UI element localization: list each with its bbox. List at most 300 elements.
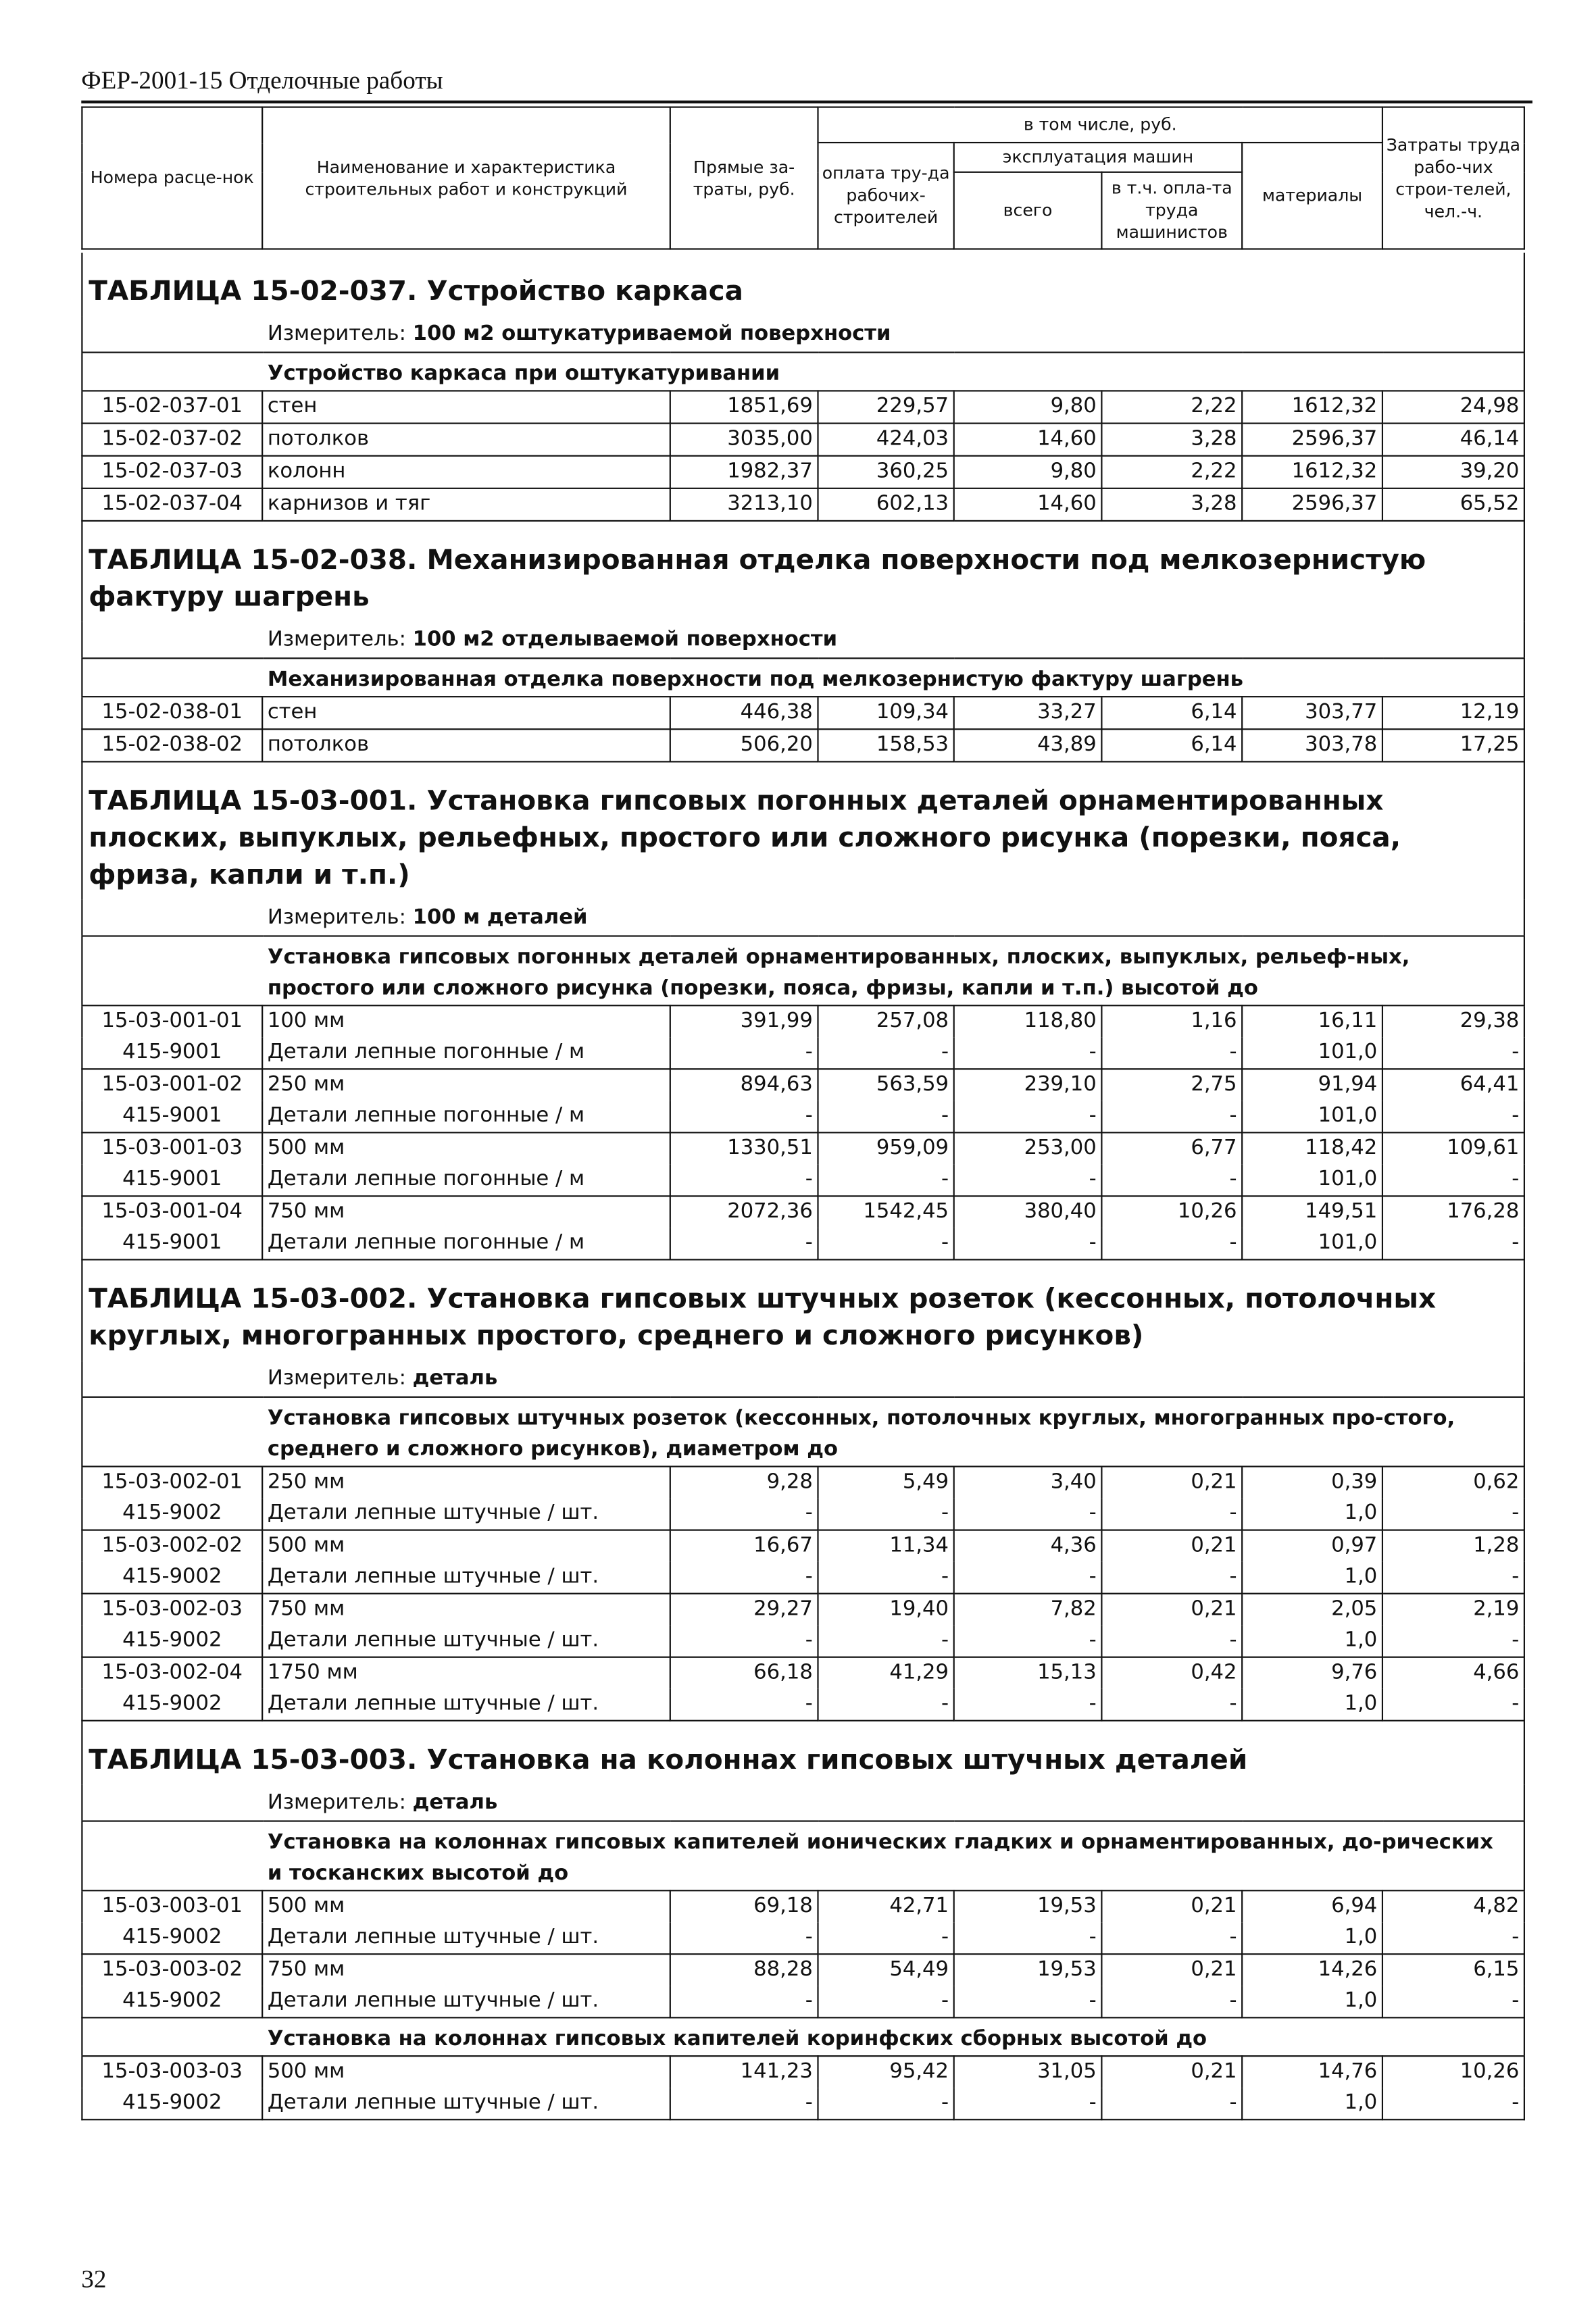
resource-code: 415-9002 xyxy=(82,1626,262,1657)
labor-cost: 360,25 xyxy=(818,456,954,488)
table-row xyxy=(82,1467,1524,1499)
measure-unit xyxy=(82,316,1524,353)
measure-label: Измеритель: xyxy=(267,1365,413,1390)
rate-code: 15-03-002-02 xyxy=(82,1530,262,1562)
machines-total: 7,82 xyxy=(954,1594,1102,1626)
measure-row xyxy=(82,622,1524,659)
labor-hours: 64,41 xyxy=(1382,1069,1524,1101)
work-name: потолков xyxy=(262,424,670,456)
resource-name: Детали лепные погонные / м xyxy=(262,1164,670,1196)
machines-labor: 2,22 xyxy=(1101,456,1242,488)
machines-labor: 3,28 xyxy=(1101,488,1242,521)
materials: 1,0 xyxy=(1242,2088,1382,2119)
machines-total: 4,36 xyxy=(954,1530,1102,1562)
labor-cost: - xyxy=(818,1562,954,1594)
machines-total: 19,53 xyxy=(954,1890,1102,1922)
labor-hours: 65,52 xyxy=(1382,488,1524,521)
machines-labor: - xyxy=(1101,1164,1242,1196)
labor-cost: 11,34 xyxy=(818,1530,954,1562)
document-title: ФЕР-2001-15 Отделочные работы xyxy=(81,66,443,95)
materials: 303,77 xyxy=(1242,697,1382,729)
materials: 14,26 xyxy=(1242,1954,1382,1986)
rate-code: 15-03-001-02 xyxy=(82,1069,262,1101)
machines-total: 31,05 xyxy=(954,2056,1102,2088)
direct-cost: - xyxy=(670,1922,818,1954)
machines-labor: - xyxy=(1101,1562,1242,1594)
rate-code: 15-03-002-04 xyxy=(82,1657,262,1689)
labor-hours: 1,28 xyxy=(1382,1530,1524,1562)
machines-labor: 10,26 xyxy=(1101,1196,1242,1228)
direct-cost: 3035,00 xyxy=(670,424,818,456)
measure-row xyxy=(82,1361,1524,1397)
resource-row xyxy=(82,1164,1524,1196)
machines-total: - xyxy=(954,1499,1102,1530)
table-row xyxy=(82,424,1524,456)
direct-cost: 446,38 xyxy=(670,697,818,729)
direct-cost: 9,28 xyxy=(670,1467,818,1499)
resource-name: Детали лепные штучные / шт. xyxy=(262,1562,670,1594)
labor-cost: - xyxy=(818,1986,954,2017)
materials: 1,0 xyxy=(1242,1986,1382,2017)
machines-total: 9,80 xyxy=(954,456,1102,488)
section-heading: Устройство каркаса при оштукатуривании xyxy=(82,353,1524,391)
section-heading-row xyxy=(82,353,1524,391)
labor-hours: 2,19 xyxy=(1382,1594,1524,1626)
machines-labor: 6,14 xyxy=(1101,729,1242,761)
materials: 2596,37 xyxy=(1242,488,1382,521)
measure-value: 100 м2 оштукатуриваемой поверхности xyxy=(412,321,891,345)
direct-cost: - xyxy=(670,1101,818,1132)
work-name: 500 мм xyxy=(262,1132,670,1164)
col-header-direct: Прямые за-траты, руб. xyxy=(670,107,818,249)
direct-cost: 29,27 xyxy=(670,1594,818,1626)
labor-cost: 95,42 xyxy=(818,2056,954,2088)
labor-hours: - xyxy=(1382,1986,1524,2017)
rate-code: 15-03-001-04 xyxy=(82,1196,262,1228)
resource-code: 415-9002 xyxy=(82,1922,262,1954)
materials: 6,94 xyxy=(1242,1890,1382,1922)
machines-total: 14,60 xyxy=(954,424,1102,456)
resource-name: Детали лепные штучные / шт. xyxy=(262,1689,670,1721)
measure-label: Измеритель: xyxy=(267,321,413,345)
machines-total: - xyxy=(954,2088,1102,2119)
machines-labor: - xyxy=(1101,1228,1242,1259)
section-heading: Установка на колоннах гипсовых капителей ионических гладких и орнаментированных, до-рических и тосканских высотой до xyxy=(82,1821,1524,1890)
materials: 0,39 xyxy=(1242,1467,1382,1499)
machines-total: - xyxy=(954,1922,1102,1954)
materials: 118,42 xyxy=(1242,1132,1382,1164)
section-heading: Механизированная отделка поверхности под мелкозернистую фактуру шагрень xyxy=(82,658,1524,697)
table-title: ТАБЛИЦА 15-03-001. Установка гипсовых погонных деталей орнаментированных плоских, выпуклых, рельефных, простого или сложного рисунка (порезки, пояса, фриза, капли и т.п.) xyxy=(89,786,1401,891)
section-heading-row xyxy=(82,1821,1524,1890)
resource-code: 415-9001 xyxy=(82,1101,262,1132)
measure-unit xyxy=(82,1785,1524,1821)
materials: 1,0 xyxy=(1242,1562,1382,1594)
labor-hours: - xyxy=(1382,1922,1524,1954)
direct-cost: 69,18 xyxy=(670,1890,818,1922)
machines-total: 3,40 xyxy=(954,1467,1102,1499)
machines-labor: 2,75 xyxy=(1101,1069,1242,1101)
rate-code: 15-02-037-02 xyxy=(82,424,262,456)
section-heading-row xyxy=(82,936,1524,1005)
labor-hours: - xyxy=(1382,1562,1524,1594)
section-heading: Установка гипсовых штучных розеток (кессонных, потолочных круглых, многогранных про-стого, среднего и сложного рисунков), диаметром до xyxy=(82,1397,1524,1467)
col-header-materials: материалы xyxy=(1242,143,1382,249)
resource-row xyxy=(82,1499,1524,1530)
labor-cost: - xyxy=(818,1499,954,1530)
resource-code: 415-9002 xyxy=(82,1499,262,1530)
work-name: стен xyxy=(262,391,670,423)
work-name: 250 мм xyxy=(262,1069,670,1101)
direct-cost: 16,67 xyxy=(670,1530,818,1562)
work-name: 500 мм xyxy=(262,1530,670,1562)
table-row xyxy=(82,1530,1524,1562)
resource-row xyxy=(82,1689,1524,1721)
table-title: ТАБЛИЦА 15-03-003. Установка на колоннах гипсовых штучных деталей xyxy=(89,1744,1248,1776)
work-name: 250 мм xyxy=(262,1467,670,1499)
labor-cost: - xyxy=(818,1922,954,1954)
materials: 1,0 xyxy=(1242,1499,1382,1530)
table-row xyxy=(82,697,1524,729)
labor-cost: - xyxy=(818,1164,954,1196)
rate-code: 15-03-003-01 xyxy=(82,1890,262,1922)
table-row xyxy=(82,1069,1524,1101)
materials: 14,76 xyxy=(1242,2056,1382,2088)
rate-code: 15-03-001-03 xyxy=(82,1132,262,1164)
work-name: 100 мм xyxy=(262,1005,670,1037)
measure-unit xyxy=(82,622,1524,659)
work-name: 1750 мм xyxy=(262,1657,670,1689)
machines-total: 19,53 xyxy=(954,1954,1102,1986)
resource-row xyxy=(82,1037,1524,1069)
labor-cost: 54,49 xyxy=(818,1954,954,1986)
materials: 1,0 xyxy=(1242,1626,1382,1657)
machines-total: 253,00 xyxy=(954,1132,1102,1164)
table-title: ТАБЛИЦА 15-02-038. Механизированная отделка поверхности под мелкозернистую фактуру шагрень xyxy=(89,545,1426,613)
table-row xyxy=(82,729,1524,761)
machines-total: 9,80 xyxy=(954,391,1102,423)
labor-cost: 257,08 xyxy=(818,1005,954,1037)
work-name: 750 мм xyxy=(262,1594,670,1626)
labor-cost: 42,71 xyxy=(818,1890,954,1922)
direct-cost: 2072,36 xyxy=(670,1196,818,1228)
rate-code: 15-02-037-04 xyxy=(82,488,262,521)
measure-value: 100 м деталей xyxy=(412,905,588,929)
labor-cost: - xyxy=(818,1689,954,1721)
machines-total: 239,10 xyxy=(954,1069,1102,1101)
work-name: 500 мм xyxy=(262,2056,670,2088)
direct-cost: 894,63 xyxy=(670,1069,818,1101)
resource-row xyxy=(82,1922,1524,1954)
resource-name: Детали лепные штучные / шт. xyxy=(262,1922,670,1954)
machines-labor: - xyxy=(1101,1689,1242,1721)
direct-cost: 1982,37 xyxy=(670,456,818,488)
table-title: ТАБЛИЦА 15-03-002. Установка гипсовых штучных розеток (кессонных, потолочных круглых, многогранных простого, среднего и сложного рисунков) xyxy=(89,1284,1437,1353)
labor-hours: - xyxy=(1382,1689,1524,1721)
measure-unit xyxy=(82,1361,1524,1397)
machines-total: - xyxy=(954,1164,1102,1196)
section-heading-row xyxy=(82,1397,1524,1467)
work-name: 750 мм xyxy=(262,1954,670,1986)
machines-labor: 6,77 xyxy=(1101,1132,1242,1164)
resource-name: Детали лепные штучные / шт. xyxy=(262,1626,670,1657)
rate-code: 15-03-003-03 xyxy=(82,2056,262,2088)
machines-labor: 1,16 xyxy=(1101,1005,1242,1037)
table-row xyxy=(82,1657,1524,1689)
materials: 1612,32 xyxy=(1242,456,1382,488)
resource-name: Детали лепные погонные / м xyxy=(262,1228,670,1259)
rate-code: 15-03-002-03 xyxy=(82,1594,262,1626)
materials: 0,97 xyxy=(1242,1530,1382,1562)
labor-cost: 424,03 xyxy=(818,424,954,456)
labor-cost: - xyxy=(818,1626,954,1657)
machines-total: 118,80 xyxy=(954,1005,1102,1037)
labor-cost: - xyxy=(818,1228,954,1259)
machines-labor: 0,21 xyxy=(1101,1954,1242,1986)
materials: 303,78 xyxy=(1242,729,1382,761)
section-heading: Установка гипсовых погонных деталей орнаментированных, плоских, выпуклых, рельеф-ных, простого или сложного рисунка (порезки, пояса, фризы, капли и т.п.) высотой до xyxy=(82,936,1524,1005)
resource-code: 415-9001 xyxy=(82,1037,262,1069)
measure-value: деталь xyxy=(412,1365,498,1390)
rate-code: 15-03-002-01 xyxy=(82,1467,262,1499)
resource-code: 415-9001 xyxy=(82,1228,262,1259)
table-title: ТАБЛИЦА 15-02-037. Устройство каркаса xyxy=(89,276,743,307)
work-name: стен xyxy=(262,697,670,729)
machines-labor: - xyxy=(1101,2088,1242,2119)
measure-label: Измеритель: xyxy=(267,627,413,651)
work-name: 500 мм xyxy=(262,1890,670,1922)
materials: 101,0 xyxy=(1242,1101,1382,1132)
resource-row xyxy=(82,1626,1524,1657)
direct-cost: - xyxy=(670,1164,818,1196)
table-row xyxy=(82,1132,1524,1164)
labor-hours: - xyxy=(1382,1101,1524,1132)
direct-cost: 66,18 xyxy=(670,1657,818,1689)
machines-total: - xyxy=(954,1037,1102,1069)
labor-cost: 41,29 xyxy=(818,1657,954,1689)
table-row xyxy=(82,2056,1524,2088)
labor-hours: 17,25 xyxy=(1382,729,1524,761)
machines-total: - xyxy=(954,1101,1102,1132)
machines-labor: 0,21 xyxy=(1101,1594,1242,1626)
resource-name: Детали лепные штучные / шт. xyxy=(262,2088,670,2119)
col-header-labor-hours: Затраты труда рабо-чих строи-телей, чел.-ч. xyxy=(1382,107,1524,249)
materials: 1,0 xyxy=(1242,1689,1382,1721)
labor-hours: 10,26 xyxy=(1382,2056,1524,2088)
table-row xyxy=(82,1005,1524,1037)
direct-cost: - xyxy=(670,1228,818,1259)
machines-total: - xyxy=(954,1986,1102,2017)
labor-hours: 24,98 xyxy=(1382,391,1524,423)
resource-name: Детали лепные погонные / м xyxy=(262,1101,670,1132)
rate-code: 15-02-037-01 xyxy=(82,391,262,423)
direct-cost: - xyxy=(670,2088,818,2119)
machines-total: 33,27 xyxy=(954,697,1102,729)
materials: 9,76 xyxy=(1242,1657,1382,1689)
section-heading-row xyxy=(82,2017,1524,2056)
resource-name: Детали лепные погонные / м xyxy=(262,1037,670,1069)
labor-hours: 176,28 xyxy=(1382,1196,1524,1228)
resource-name: Детали лепные штучные / шт. xyxy=(262,1986,670,2017)
measure-label: Измеритель: xyxy=(267,905,413,929)
machines-labor: - xyxy=(1101,1037,1242,1069)
labor-cost: 1542,45 xyxy=(818,1196,954,1228)
direct-cost: 141,23 xyxy=(670,2056,818,2088)
rate-code: 15-03-003-02 xyxy=(82,1954,262,1986)
labor-hours: 6,15 xyxy=(1382,1954,1524,1986)
materials: 2,05 xyxy=(1242,1594,1382,1626)
table-row xyxy=(82,488,1524,521)
materials: 1,0 xyxy=(1242,1922,1382,1954)
materials: 101,0 xyxy=(1242,1228,1382,1259)
machines-labor: 0,21 xyxy=(1101,2056,1242,2088)
labor-hours: - xyxy=(1382,1037,1524,1069)
labor-cost: 229,57 xyxy=(818,391,954,423)
labor-hours: - xyxy=(1382,1228,1524,1259)
labor-hours: 4,82 xyxy=(1382,1890,1524,1922)
machines-total: 14,60 xyxy=(954,488,1102,521)
machines-total: - xyxy=(954,1626,1102,1657)
col-header-code: Номера расце-нок xyxy=(82,107,262,249)
direct-cost: 1330,51 xyxy=(670,1132,818,1164)
col-header-machines: эксплуатация машин xyxy=(954,143,1242,172)
labor-cost: - xyxy=(818,2088,954,2119)
col-header-incl: в том числе, руб. xyxy=(818,107,1382,143)
machines-labor: - xyxy=(1101,1922,1242,1954)
column-header-table xyxy=(81,106,1525,249)
direct-cost: 3213,10 xyxy=(670,488,818,521)
machines-labor: 3,28 xyxy=(1101,424,1242,456)
labor-cost: - xyxy=(818,1037,954,1069)
table-title-row xyxy=(82,761,1524,899)
direct-cost: 506,20 xyxy=(670,729,818,761)
rates-table xyxy=(81,253,1525,2120)
materials: 101,0 xyxy=(1242,1164,1382,1196)
materials: 91,94 xyxy=(1242,1069,1382,1101)
resource-row xyxy=(82,2088,1524,2119)
rate-code: 15-02-038-01 xyxy=(82,697,262,729)
resource-row xyxy=(82,1228,1524,1259)
table-title-row xyxy=(82,253,1524,316)
table-row xyxy=(82,1196,1524,1228)
measure-value: 100 м2 отделываемой поверхности xyxy=(412,627,838,651)
machines-labor: 0,21 xyxy=(1101,1890,1242,1922)
col-header-machines-labor: в т.ч. опла-та труда машинистов xyxy=(1101,172,1242,249)
measure-row xyxy=(82,316,1524,353)
direct-cost: - xyxy=(670,1626,818,1657)
labor-hours: 109,61 xyxy=(1382,1132,1524,1164)
machines-total: - xyxy=(954,1228,1102,1259)
labor-hours: 12,19 xyxy=(1382,697,1524,729)
table-row xyxy=(82,1890,1524,1922)
work-name: 750 мм xyxy=(262,1196,670,1228)
labor-hours: 0,62 xyxy=(1382,1467,1524,1499)
table-row xyxy=(82,1954,1524,1986)
labor-cost: 19,40 xyxy=(818,1594,954,1626)
machines-total: 15,13 xyxy=(954,1657,1102,1689)
direct-cost: 391,99 xyxy=(670,1005,818,1037)
machines-total: - xyxy=(954,1562,1102,1594)
materials: 2596,37 xyxy=(1242,424,1382,456)
rate-code: 15-02-038-02 xyxy=(82,729,262,761)
labor-hours: 4,66 xyxy=(1382,1657,1524,1689)
labor-cost: 602,13 xyxy=(818,488,954,521)
machines-total: - xyxy=(954,1689,1102,1721)
measure-row xyxy=(82,900,1524,936)
machines-labor: 0,21 xyxy=(1101,1530,1242,1562)
resource-code: 415-9001 xyxy=(82,1164,262,1196)
labor-cost: 5,49 xyxy=(818,1467,954,1499)
machines-total: 380,40 xyxy=(954,1196,1102,1228)
direct-cost: - xyxy=(670,1562,818,1594)
direct-cost: - xyxy=(670,1986,818,2017)
work-name: карнизов и тяг xyxy=(262,488,670,521)
labor-hours: 29,38 xyxy=(1382,1005,1524,1037)
direct-cost: - xyxy=(670,1689,818,1721)
table-title-row xyxy=(82,1259,1524,1361)
machines-labor: - xyxy=(1101,1499,1242,1530)
rate-code: 15-03-001-01 xyxy=(82,1005,262,1037)
labor-hours: - xyxy=(1382,1626,1524,1657)
table-row xyxy=(82,391,1524,423)
machines-labor: - xyxy=(1101,1626,1242,1657)
machines-labor: 0,42 xyxy=(1101,1657,1242,1689)
section-heading-row xyxy=(82,658,1524,697)
col-header-machines-total: всего xyxy=(954,172,1102,249)
resource-code: 415-9002 xyxy=(82,1562,262,1594)
col-header-name: Наименование и характеристика строительных работ и конструкций xyxy=(262,107,670,249)
labor-cost: 158,53 xyxy=(818,729,954,761)
labor-cost: 563,59 xyxy=(818,1069,954,1101)
labor-cost: - xyxy=(818,1101,954,1132)
measure-label: Измеритель: xyxy=(267,1790,413,1814)
direct-cost: 88,28 xyxy=(670,1954,818,1986)
labor-cost: 109,34 xyxy=(818,697,954,729)
resource-row xyxy=(82,1986,1524,2017)
resource-name: Детали лепные штучные / шт. xyxy=(262,1499,670,1530)
direct-cost: - xyxy=(670,1499,818,1530)
measure-unit xyxy=(82,900,1524,936)
table-row xyxy=(82,456,1524,488)
labor-hours: - xyxy=(1382,1164,1524,1196)
machines-labor: - xyxy=(1101,1986,1242,2017)
machines-labor: 2,22 xyxy=(1101,391,1242,423)
labor-hours: 46,14 xyxy=(1382,424,1524,456)
resource-row xyxy=(82,1562,1524,1594)
materials: 101,0 xyxy=(1242,1037,1382,1069)
col-header-labor: оплата тру-да рабочих-строителей xyxy=(818,143,954,249)
page-number: 32 xyxy=(81,2265,107,2294)
direct-cost: - xyxy=(670,1037,818,1069)
labor-hours: 39,20 xyxy=(1382,456,1524,488)
header-rule xyxy=(81,101,1532,103)
table-title-row xyxy=(82,521,1524,622)
section-heading: Установка на колоннах гипсовых капителей коринфских сборных высотой до xyxy=(82,2017,1524,2056)
machines-labor: 0,21 xyxy=(1101,1467,1242,1499)
table-title-row xyxy=(82,1721,1524,1785)
materials: 149,51 xyxy=(1242,1196,1382,1228)
direct-cost: 1851,69 xyxy=(670,391,818,423)
measure-row xyxy=(82,1785,1524,1821)
resource-code: 415-9002 xyxy=(82,1689,262,1721)
labor-cost: 959,09 xyxy=(818,1132,954,1164)
materials: 1612,32 xyxy=(1242,391,1382,423)
labor-hours: - xyxy=(1382,1499,1524,1530)
materials: 16,11 xyxy=(1242,1005,1382,1037)
machines-total: 43,89 xyxy=(954,729,1102,761)
resource-code: 415-9002 xyxy=(82,1986,262,2017)
machines-labor: 6,14 xyxy=(1101,697,1242,729)
